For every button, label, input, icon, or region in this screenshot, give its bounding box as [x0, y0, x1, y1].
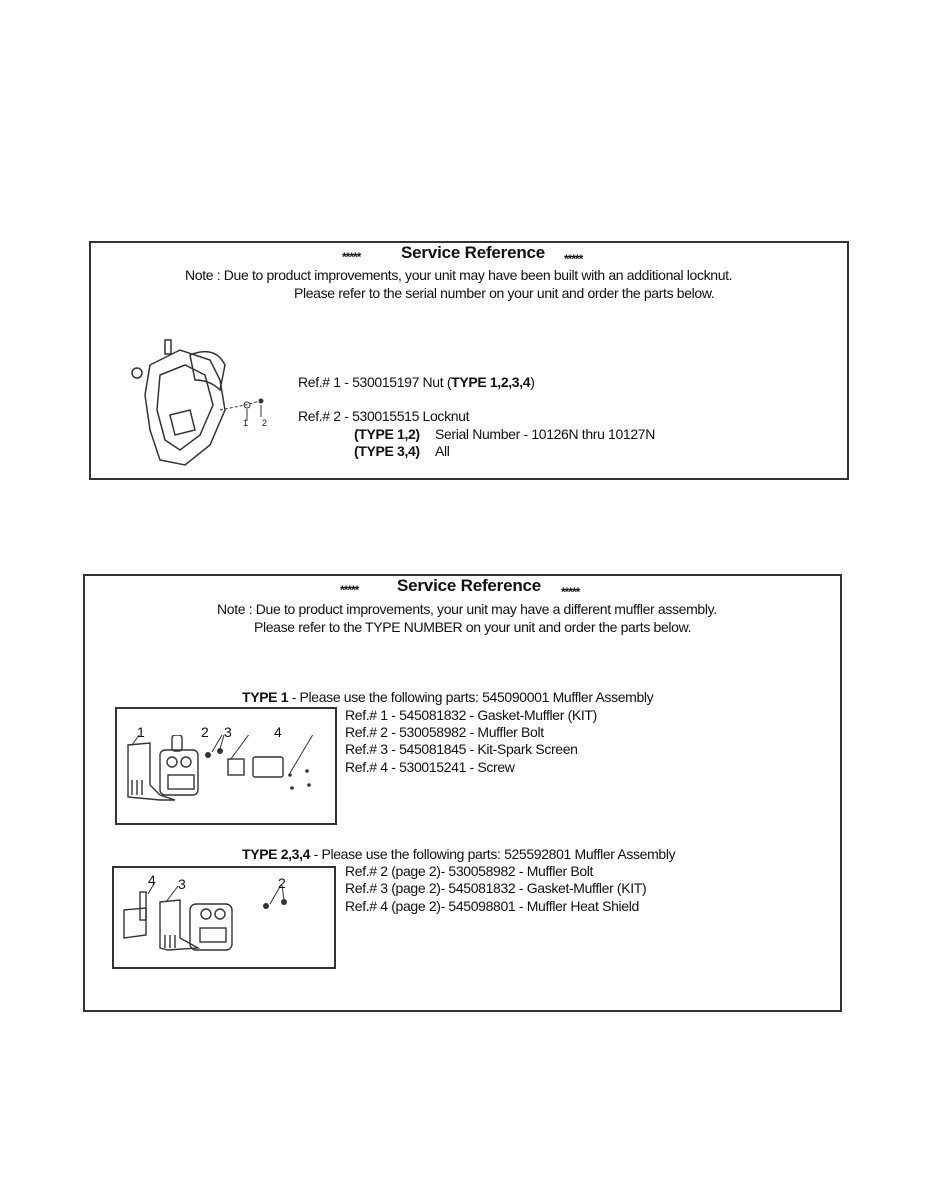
note-line-1: Note : Due to product improvements, your unit may have been built with an additional locknut.: [185, 267, 733, 283]
type-2-3-4-heading: [242, 845, 675, 863]
callout-3: 3: [224, 724, 232, 740]
type-1-ref: Ref.# 3 - 545081845 - Kit-Spark Screen: [345, 741, 578, 757]
type-2-3-4-ref: Ref.# 4 (page 2)- 545098801 - Muffler Heat Shield: [345, 898, 639, 914]
section-title: Service Reference: [401, 243, 546, 262]
type-2-3-4-text: - Please use the following parts: 525592801 Muffler Assembly: [310, 846, 676, 862]
type-1-label: TYPE 1: [242, 689, 289, 705]
callout-1: 1: [137, 724, 145, 740]
ref-1-type: TYPE 1,2,3,4: [451, 374, 531, 390]
type-2-3-4-label: TYPE 2,3,4: [242, 846, 311, 862]
stars-right: *****: [561, 585, 580, 599]
type-3-4-label: (TYPE 3,4): [354, 443, 420, 459]
type-1-heading: [242, 688, 653, 706]
stars-right: *****: [564, 252, 583, 266]
type-2-3-4-muffler-figure: [118, 880, 328, 965]
ref-1-text: Ref.# 1 - 530015197 Nut (: [298, 374, 452, 390]
type-1-text: - Please use the following parts: 545090001 Muffler Assembly: [288, 689, 654, 705]
callout-3: 3: [178, 876, 186, 892]
callout-2: 2: [278, 875, 286, 891]
callout-4: 4: [274, 724, 282, 740]
note-line-1: Note : Due to product improvements, your unit may have a different muffler assembly.: [217, 601, 717, 617]
type-1-ref: Ref.# 2 - 530058982 - Muffler Bolt: [345, 724, 544, 740]
type-2-3-4-ref: Ref.# 3 (page 2)- 545081832 - Gasket-Muffler (KIT): [345, 880, 647, 896]
type-1-ref: Ref.# 1 - 545081832 - Gasket-Muffler (KIT): [345, 707, 597, 723]
type-1-ref: Ref.# 4 - 530015241 - Screw: [345, 759, 515, 775]
note-line-2: Please refer to the serial number on your unit and order the parts below.: [294, 285, 715, 301]
callout-2: 2: [201, 724, 209, 740]
type-1-2-label: (TYPE 1,2): [354, 426, 420, 442]
callout-1: 1: [243, 418, 248, 428]
type-1-muffler-figure: [120, 735, 330, 820]
type-2-3-4-ref: Ref.# 2 (page 2)- 530058982 - Muffler Bolt: [345, 863, 594, 879]
stars-left: *****: [342, 250, 361, 264]
note-line-2: Please refer to the TYPE NUMBER on your unit and order the parts below.: [254, 619, 692, 635]
type-1-2-value: Serial Number - 10126N thru 10127N: [435, 426, 656, 442]
stars-left: *****: [340, 583, 359, 597]
type-3-4-value: All: [435, 443, 450, 459]
ref-1-close: ): [530, 374, 535, 390]
crankcase-figure: [125, 335, 280, 470]
callout-2: 2: [262, 418, 267, 428]
section-title: Service Reference: [397, 576, 542, 595]
ref-1-nut: [298, 373, 535, 391]
callout-4: 4: [148, 872, 156, 888]
ref-2-locknut: Ref.# 2 - 530015515 Locknut: [298, 408, 470, 424]
